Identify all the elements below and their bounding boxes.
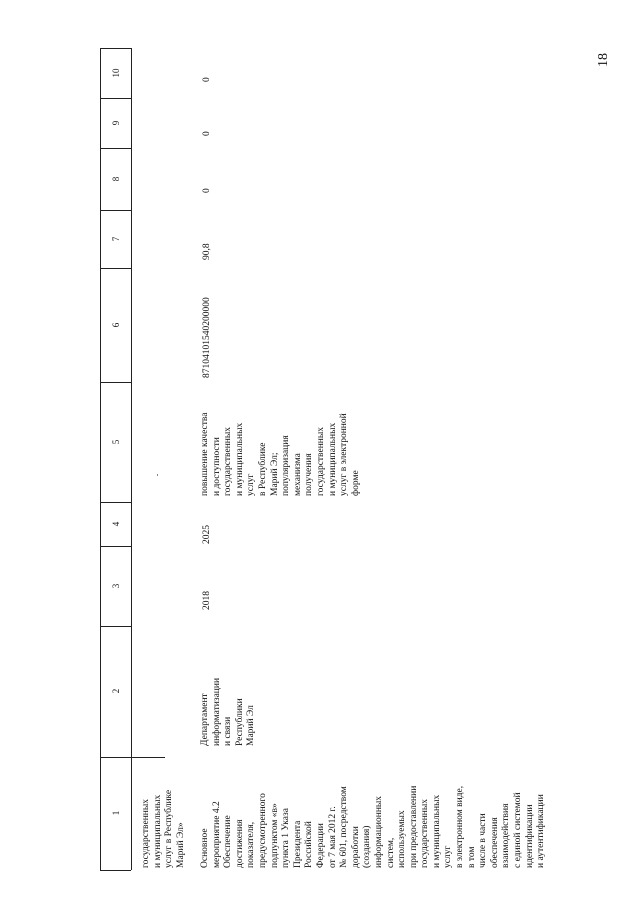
scan-speck (157, 474, 158, 476)
column-header-4: 4 (111, 521, 121, 527)
column-header-5: 5 (111, 439, 121, 445)
column-header-8: 8 (111, 176, 121, 182)
column-divider (100, 382, 131, 383)
column-divider (100, 546, 131, 547)
column-header-9: 9 (111, 120, 121, 126)
cell-amount-col8: 0 (202, 188, 212, 193)
column-header-6: 6 (111, 322, 121, 328)
column-header-10: 10 (111, 68, 121, 78)
column-divider (100, 626, 131, 627)
cell-budget-code: 87104101540200000 (202, 297, 212, 378)
column-header-1: 1 (111, 810, 121, 816)
column-divider (100, 98, 131, 99)
column-header-3: 3 (111, 583, 121, 589)
column-divider (100, 502, 131, 503)
column-divider (100, 148, 131, 149)
cell-activity: Основное мероприятие 4.2 Обеспечение достижения показателя, предусмотренного подпунктом «в» пункта 1 Указа Президента Российской Федерации от 7 мая 2012 г. № 601, посредством доработки (создания) информационных систем, используемых при предоставлении государственных и муниципальных услуг в электронном виде, в том числе в части обеспечения взаимодействия с единой системой идентификации и аутентификации (200, 785, 547, 868)
header-right-border (131, 48, 132, 870)
column-divider (100, 210, 131, 211)
cell-amount-col10: 0 (202, 77, 212, 82)
cell-amount-col7: 90,8 (202, 243, 212, 260)
table-top-border (100, 48, 131, 49)
page-number: 18 (596, 53, 611, 67)
column-divider (100, 268, 131, 269)
cell-start-year: 2018 (202, 591, 212, 610)
column-header-2: 2 (111, 688, 121, 694)
prev-row-text: государственных и муниципальных услуг в Республике Марий Эл» (141, 789, 186, 868)
row-separator (131, 757, 165, 758)
cell-executor: Департамент информатизации и связи Республики Марий Эл (200, 677, 257, 746)
column-header-7: 7 (111, 236, 121, 242)
header-left-border (100, 48, 101, 870)
table-bottom-border (100, 870, 131, 871)
cell-end-year: 2025 (202, 525, 212, 544)
column-divider (100, 757, 131, 758)
cell-expected-result: повышение качества и доступности государственных и муниципальных услуг в Республике Марий Эл; популяризация механизма получения государственных и муниципальных услуг в электронной форме (200, 412, 361, 496)
cell-amount-col9: 0 (202, 131, 212, 136)
